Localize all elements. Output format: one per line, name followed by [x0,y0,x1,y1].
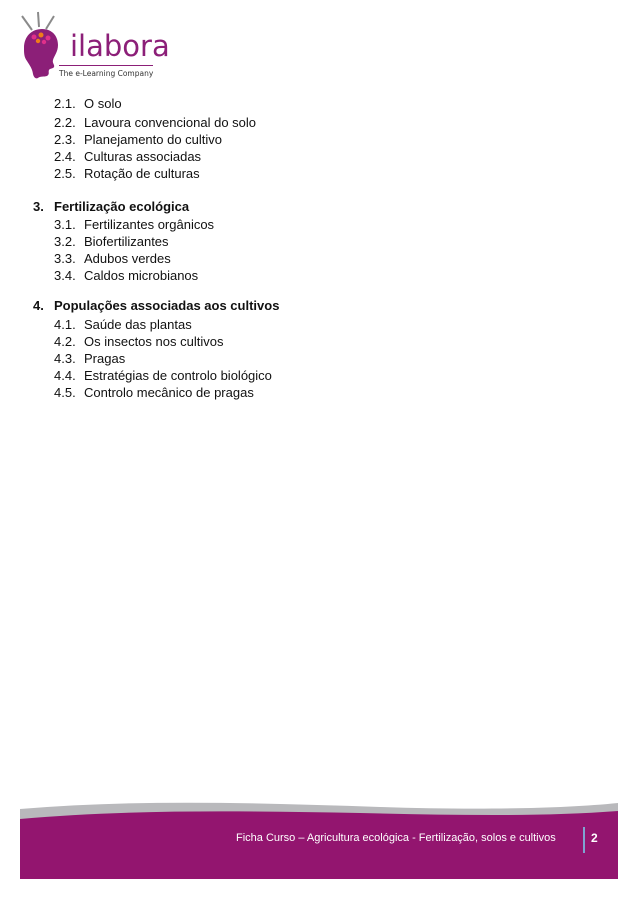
page-number: 2 [591,831,598,845]
toc-section-title: Fertilização ecológica [54,199,190,214]
toc-item-number: 4.4. [54,368,76,383]
toc-item-number: 2.3. [54,132,76,147]
toc-item-number: 2.5. [54,166,76,181]
toc-item-label: Biofertilizantes [84,234,169,249]
toc-item-number: 4.2. [54,334,76,349]
toc-item-number: 3.4. [54,268,76,283]
toc-item-label: Planejamento do cultivo [84,132,223,147]
toc-item-label: Lavoura convencional do solo [84,115,257,130]
logo-wordmark: ilabora [70,29,170,63]
toc-item-label: Adubos verdes [84,251,171,266]
toc-item-label: Fertilizantes orgânicos [84,217,215,232]
toc-item-label: Controlo mecânico de pragas [84,385,254,400]
toc-item-number: 2.1. [54,96,76,111]
toc-item-label: Caldos microbianos [84,268,199,283]
toc-item-number: 3.1. [54,217,76,232]
toc-item-label: O solo [84,96,122,111]
toc-item-label: Saúde das plantas [84,317,192,332]
toc-item-number: 3.3. [54,251,76,266]
toc-item-number: 2.2. [54,115,76,130]
toc-item-label: Rotação de culturas [84,166,200,181]
company-logo [14,10,174,85]
toc-section-number: 4. [33,298,44,313]
footer-separator [583,827,585,853]
toc-item-number: 2.4. [54,149,76,164]
toc-item-number: 4.3. [54,351,76,366]
logo-tagline: The e-Learning Company [59,65,153,78]
toc-item-label: Os insectos nos cultivos [84,334,224,349]
toc-item-number: 4.1. [54,317,76,332]
toc-item-label: Culturas associadas [84,149,202,164]
toc-section-number: 3. [33,199,44,214]
toc-item-label: Pragas [84,351,126,366]
footer-course-title: Ficha Curso – Agricultura ecológica - Fertilização, solos e cultivos [236,832,556,844]
toc-item-number: 4.5. [54,385,76,400]
toc-section-title: Populações associadas aos cultivos [54,298,280,313]
toc-item-label: Estratégias de controlo biológico [84,368,272,383]
toc-item-number: 3.2. [54,234,76,249]
